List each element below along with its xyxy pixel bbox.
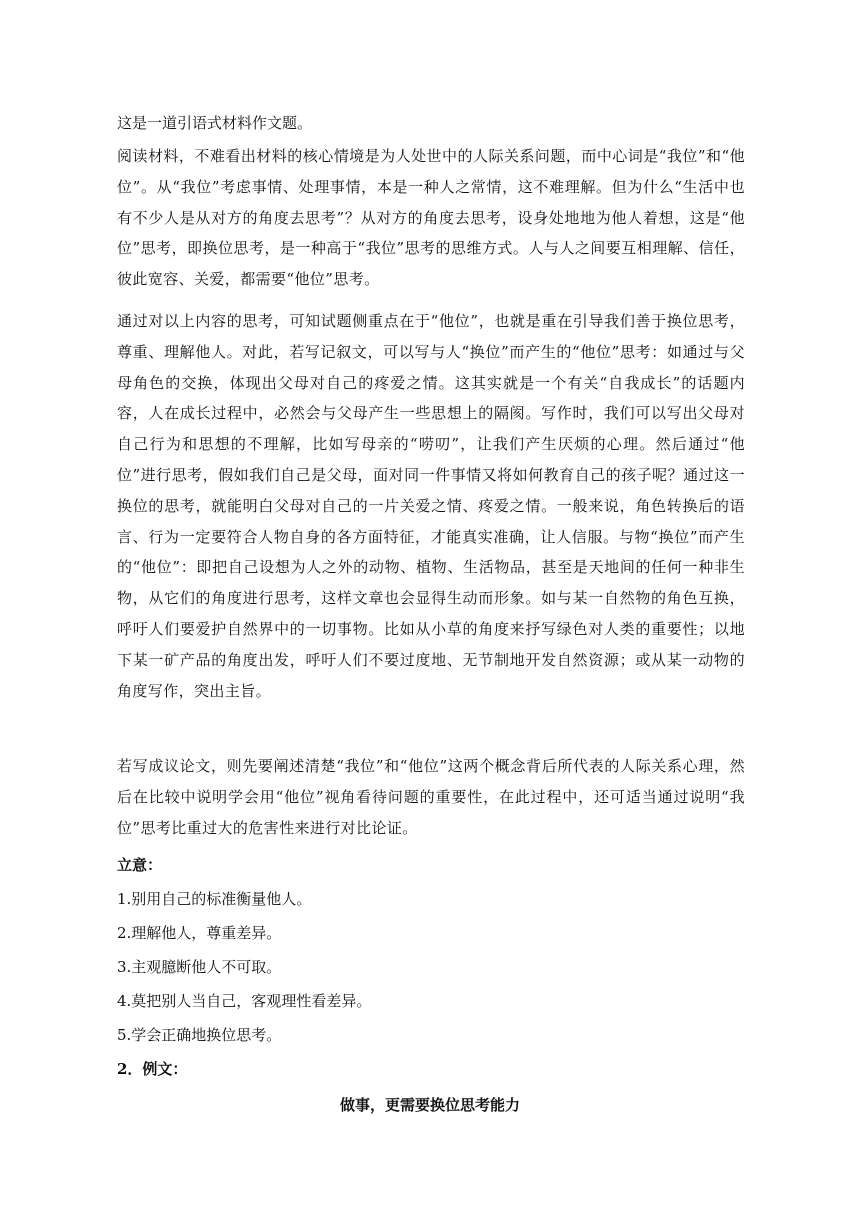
- analysis-paragraph-3: 若写成议论文，则先要阐述清楚“我位”和“他位”这两个概念背后所代表的人际关系心理，然后在比较中说明学会用“他位”视角看待问题的重要性，在此过程中，还可适当通过说明“我位”思考比重过大的危害性来进行对比论证。: [117, 757, 745, 837]
- idea-item: 1.别用自己的标准衡量他人。: [117, 890, 312, 908]
- ideas-heading: 立意：: [117, 856, 163, 874]
- analysis-paragraph-2: 通过对以上内容的思考，可知试题侧重点在于“他位”，也就是重在引导我们善于换位思考，尊重、理解他人。对此，若写记叙文，可以写与人“换位”而产生的“他位”思考：如通过与父母角色的交换，体现出父母对自己的疼爱之情。这其实就是一个有关“自我成长”的话题内容，人在成长过程中，必然会与父母产生一些思想上的隔阂。写作时，我们可以写出父母对自己行为和思想的不理解，比如写母亲的“唠叨”，让我们产生厌烦的心理。然后通过“他位”进行思考，假如我们自己是父母，面对同一件事情又将如何教育自己的孩子呢？通过这一换位的思考，就能明白父母对自己的一片关爱之情、疼爱之情。一般来说，角色转换后的语言、行为一定要符合人物自身的各方面特征，才能真实准确，让人信服。与物“换位”而产生的“他位”：即把自己设想为人之外的动物、植物、生活物品，甚至是天地间的任何一种非生物，从它们的角度进行思考，这样文章也会显得生动而形象。如与某一自然物的角色互换，呼吁人们要爱护自然界中的一切事物。比如从小草的角度来抒写绿色对人类的重要性；以地下某一矿产品的角度出发，呼吁人们不要过度地、无节制地开发自然资源；或从某一动物的角度写作，突出主旨。: [117, 312, 745, 700]
- idea-item: 4.莫把别人当自己，客观理性看差异。: [117, 992, 372, 1010]
- idea-item: 5.学会正确地换位思考。: [117, 1026, 282, 1044]
- idea-item: 2.理解他人，尊重差异。: [117, 924, 282, 942]
- analysis-paragraph-1: 阅读材料，不难看出材料的核心情境是为人处世中的人际关系问题，而中心词是“我位”和“他位”。从“我位”考虑事情、处理事情，本是一种人之常情，这不难理解。但为什么“生活中也有不少人是从对方的角度去思考”？从对方的角度去思考，设身处地地为他人着想，这是“他位”思考，即换位思考，是一种高于“我位”思考的思维方式。人与人之间要互相理解、信任，彼此宽容、关爱，都需要“他位”思考。: [117, 147, 745, 289]
- idea-item: 3.主观臆断他人不可取。: [117, 958, 282, 976]
- example-label: 2．例文：: [117, 1060, 188, 1078]
- essay-title: 做事，更需要换位思考能力: [339, 1096, 520, 1114]
- intro-text: 这是一道引语式材料作文题。: [117, 114, 313, 132]
